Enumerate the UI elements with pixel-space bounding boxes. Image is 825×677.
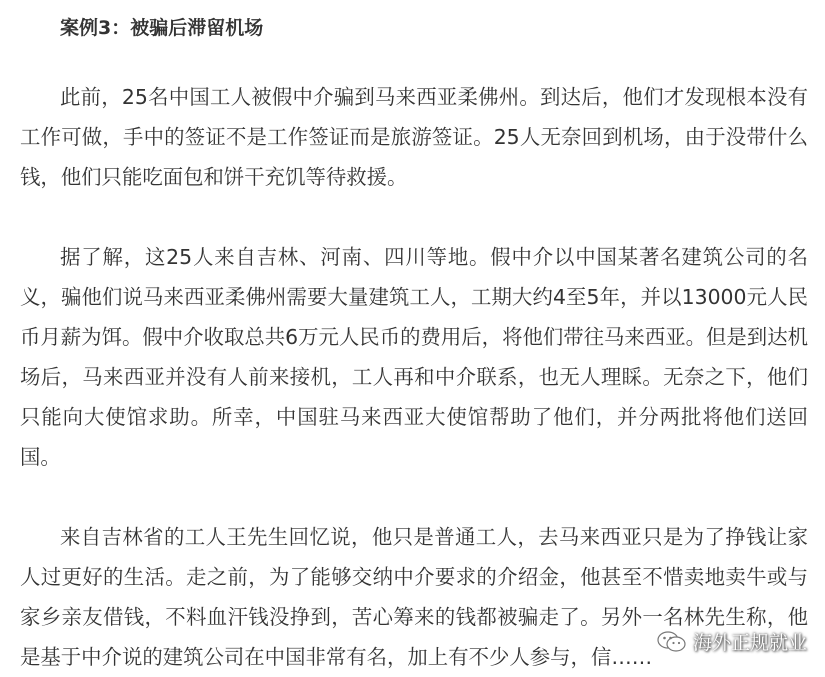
watermark <box>657 628 807 655</box>
article-heading: 案例3：被骗后滞留机场 <box>60 17 264 39</box>
paragraph-1: 此前，25名中国工人被假中介骗到马来西亚柔佛州。到达后，他们才发现根本没有工作可做，手中的签证不是工作签证而是旅游签证。25人无奈回到机场，由于没带什么钱，他们只能吃面包和饼干充饥等待救援。 <box>20 85 808 189</box>
wechat-icon <box>657 630 687 654</box>
paragraph-2: 据了解，这25人来自吉林、河南、四川等地。假中介以中国某著名建筑公司的名义，骗他们说马来西亚柔佛州需要大量建筑工人，工期大约4至5年，并以13000元人民币月薪为饵。假中介收取总共6万元人民币的费用后，将他们带往马来西亚。但是到达机场后，马来西亚并没有人前来接机，工人再和中介联系，也无人理睬。无奈之下，他们只能向大使馆求助。所幸，中国驻马来西亚大使馆帮助了他们，并分两批将他们送回国。 <box>20 245 808 469</box>
article <box>20 10 808 677</box>
watermark-text: 海外正规就业 <box>692 632 807 654</box>
paragraph-3: 来自吉林省的工人王先生回忆说，他只是普通工人，去马来西亚只是为了挣钱让家人过更好的生活。走之前，为了能够交纳中介要求的介绍金，他甚至不惜卖地卖牛或与家乡亲友借钱，不料血汗钱没挣到，苦心筹来的钱都被骗走了。另外一名林先生称，他是基于中介说的建筑公司在中国非常有名，加上有不少人参与，信…… <box>20 525 808 669</box>
